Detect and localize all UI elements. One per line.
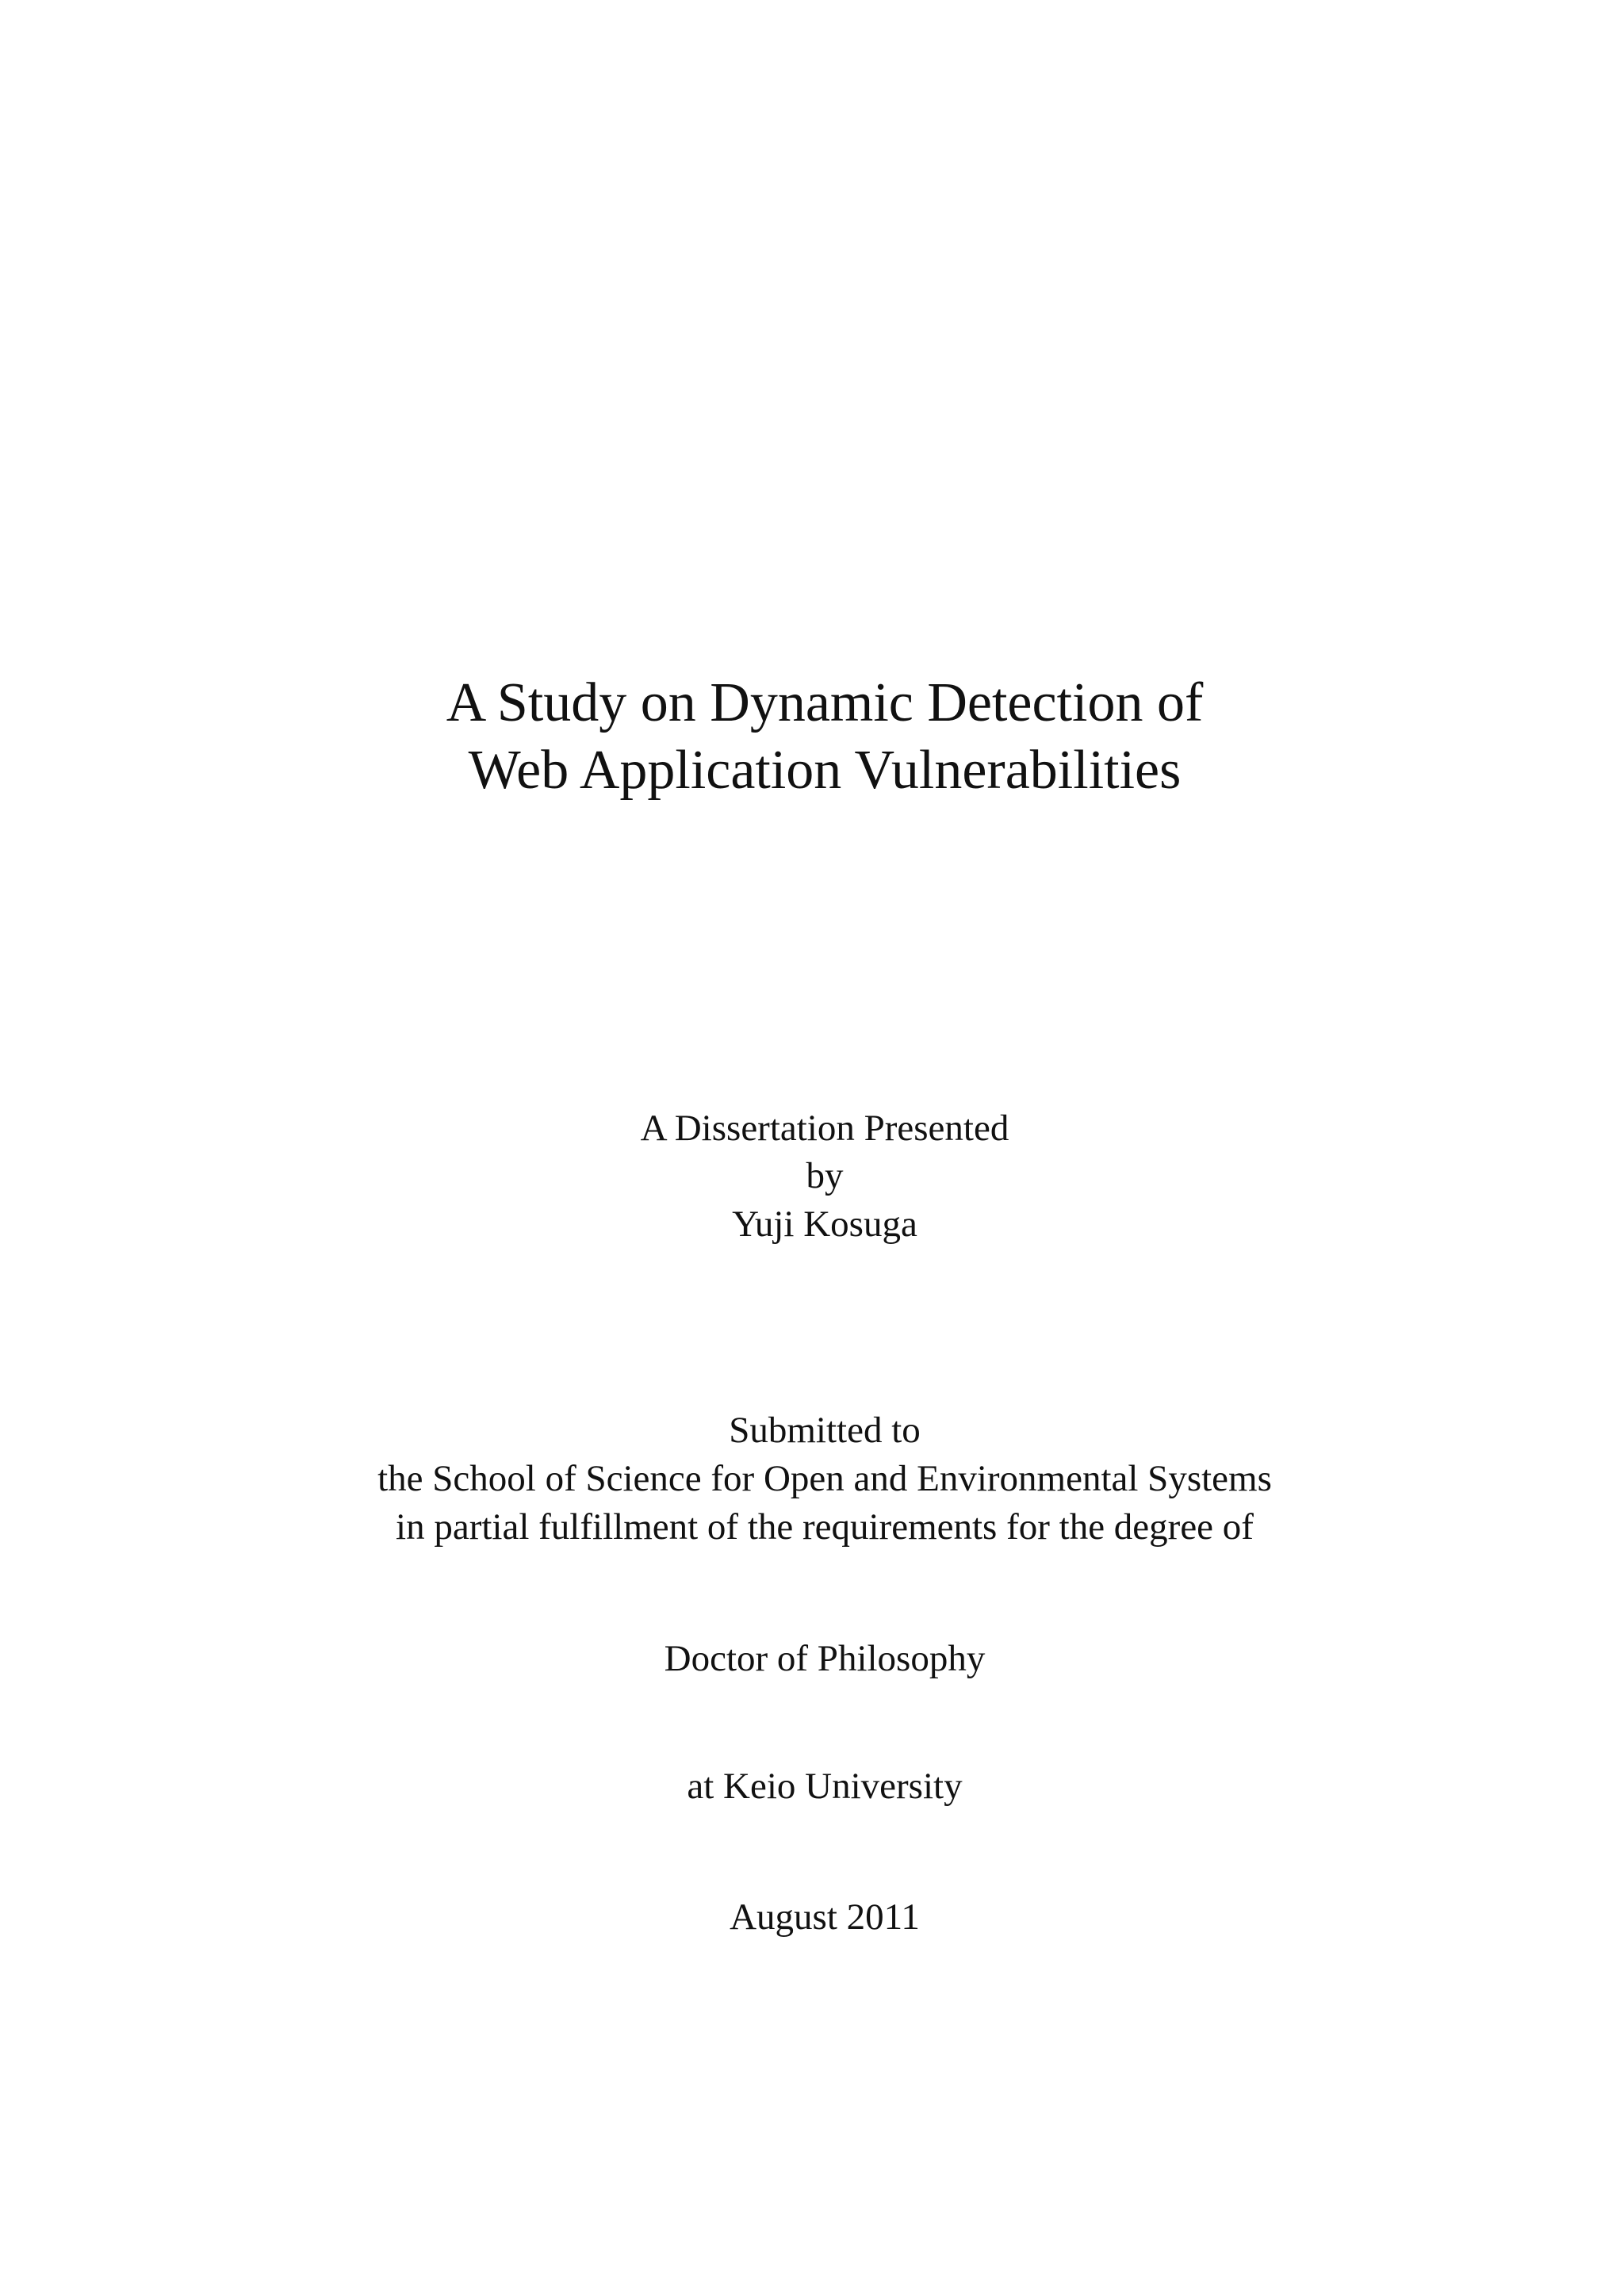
presented-line: A Dissertation Presented [640, 1108, 1009, 1149]
requirements-line: in partial fulfillment of the requirements for the degree of [396, 1506, 1254, 1548]
school-line: the School of Science for Open and Environmental Systems [377, 1458, 1272, 1499]
by-line: by [806, 1155, 844, 1196]
degree-name: Doctor of Philosophy [664, 1638, 986, 1679]
author-name: Yuji Kosuga [732, 1203, 917, 1245]
thesis-title-line-1: A Study on Dynamic Detection of [446, 672, 1204, 733]
submitted-to-line: Submitted to [729, 1410, 921, 1451]
thesis-title-line-2: Web Application Vulnerabilities [468, 740, 1182, 801]
institution-line: at Keio University [687, 1766, 963, 1807]
submission-date: August 2011 [730, 1896, 920, 1938]
